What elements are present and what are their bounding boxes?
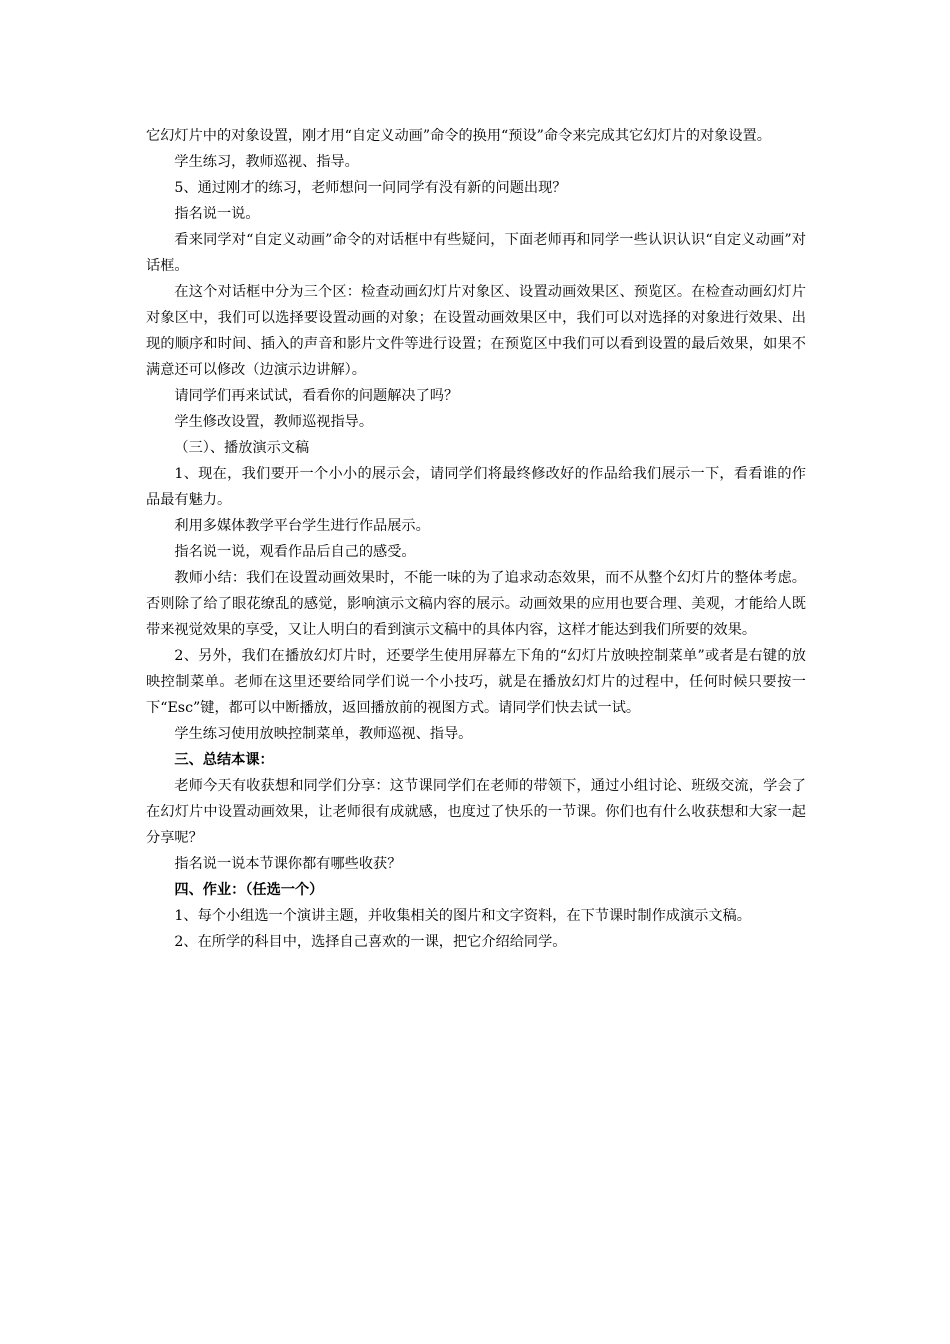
paragraph-student-modify: 学生修改设置，教师巡视指导。 — [174, 414, 374, 430]
paragraph-question-5: 5、通过刚才的练习，老师想问一问同学有没有新的问题出现？ — [174, 180, 567, 196]
paragraph-dialog-intro: 看来同学对“自定义动画”命令的对话框中有些疑问，下面老师再和同学一些认识认识“自定义动画”对话框。 — [146, 232, 806, 274]
paragraph-practice-menu: 学生练习使用放映控制菜单，教师巡视、指导。 — [174, 726, 473, 742]
paragraph-teacher-share: 老师今天有收获想和同学们分享：这节课同学们在老师的带领下，通过小组讨论、班级交流，学会了在幻灯片中设置动画效果，让老师很有成就感，也度过了快乐的一节课。你们也有什么收获想和大家一起分享呢？ — [146, 778, 806, 846]
paragraph-harvest: 指名说一说本节课你都有哪些收获？ — [174, 856, 402, 872]
section-heading-playback: （三）、播放演示文稿 — [174, 440, 310, 456]
paragraph-homework-1: 1、每个小组选一个演讲主题，并收集相关的图片和文字资料，在下节课时制作成演示文稿。 — [174, 908, 751, 924]
document-body — [146, 123, 806, 955]
paragraph-student-practice: 学生练习，教师巡视、指导。 — [174, 154, 359, 170]
paragraph-multimedia: 利用多媒体教学平台学生进行作品展示。 — [174, 518, 430, 534]
paragraph-continuation: 它幻灯片中的对象设置，刚才用“自定义动画”命令的换用“预设”命令来完成其它幻灯片的对象设置。 — [146, 128, 771, 144]
paragraph-playback-control: 2、另外，我们在播放幻灯片时，还要学生使用屏幕左下角的“幻灯片放映控制菜单”或者是右键的放映控制菜单。老师在这里还要给同学们说一个小技巧，就是在播放幻灯片的过程中，任何时候只要按一下“Esc”键，都可以中断播放，返回播放前的视图方式。请同学们快去试一试。 — [146, 648, 806, 716]
paragraph-try-again: 请同学们再来试试，看看你的问题解决了吗？ — [174, 388, 459, 404]
section-heading-summary: 三、总结本课： — [174, 752, 274, 768]
paragraph-dialog-areas: 在这个对话框中分为三个区：检查动画幻灯片对象区、设置动画效果区、预览区。在检查动画幻灯片对象区中，我们可以选择要设置动画的对象；在设置动画效果区中，我们可以对选择的对象进行效果、出现的顺序和时间、插入的声音和影片文件等进行设置；在预览区中我们可以看到设置的最后效果，如果不满意还可以修改（边演示边讲解）。 — [146, 284, 806, 378]
section-heading-homework: 四、作业：（任选一个） — [174, 882, 324, 898]
paragraph-teacher-summary: 教师小结：我们在设置动画效果时，不能一味的为了追求动态效果，而不从整个幻灯片的整体考虑。否则除了给了眼花缭乱的感觉，影响演示文稿内容的展示。动画效果的应用也要合理、美观，才能给人既带来视觉效果的享受，又让人明白的看到演示文稿中的具体内容，这样才能达到我们所要的效果。 — [146, 570, 806, 638]
paragraph-showcase: 1、现在，我们要开一个小小的展示会，请同学们将最终修改好的作品给我们展示一下，看看谁的作品最有魅力。 — [146, 466, 806, 508]
paragraph-feelings: 指名说一说，观看作品后自己的感受。 — [174, 544, 416, 560]
paragraph-call-on: 指名说一说。 — [174, 206, 260, 222]
paragraph-homework-2: 2、在所学的科目中，选择自己喜欢的一课，把它介绍给同学。 — [174, 934, 567, 950]
